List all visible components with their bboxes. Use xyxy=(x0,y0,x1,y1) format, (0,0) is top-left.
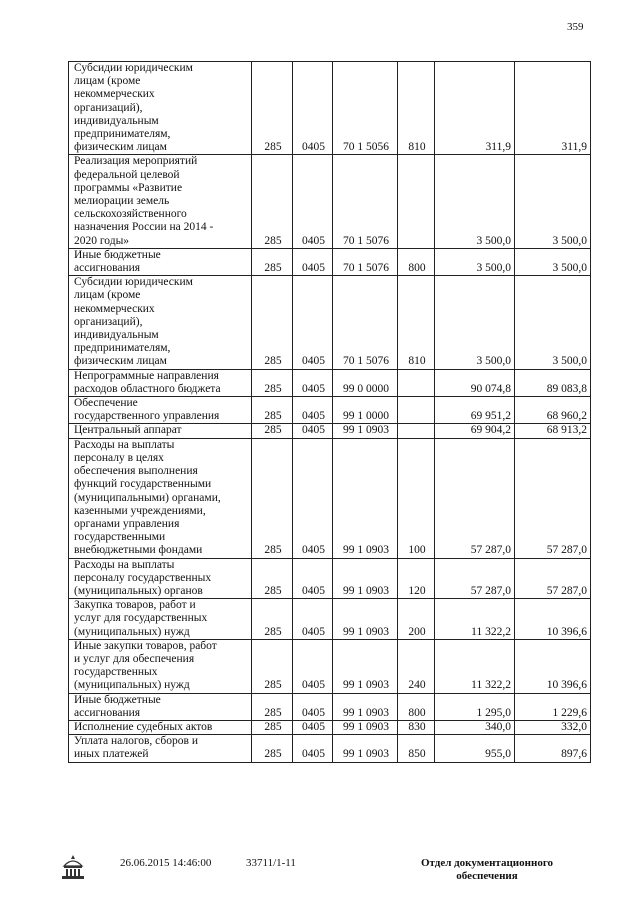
amount-year-1: 1 295,0 xyxy=(435,693,515,720)
ministry-code: 285 xyxy=(252,62,293,155)
table-row xyxy=(69,639,591,693)
expense-type-code xyxy=(398,369,435,396)
section-code: 0405 xyxy=(293,735,333,762)
duma-emblem-icon xyxy=(58,852,88,882)
table-row xyxy=(69,558,591,599)
amount-year-2: 3 500,0 xyxy=(515,155,591,248)
section-code: 0405 xyxy=(293,639,333,693)
article-code: 99 1 0903 xyxy=(333,438,398,558)
ministry-code: 285 xyxy=(252,558,293,599)
section-code: 0405 xyxy=(293,693,333,720)
article-code: 70 1 5076 xyxy=(333,248,398,275)
section-code: 0405 xyxy=(293,599,333,640)
amount-year-1: 955,0 xyxy=(435,735,515,762)
row-name: Закупка товаров, работ и услуг для государственных (муниципальных) нужд xyxy=(69,599,252,640)
table-row xyxy=(69,369,591,396)
ministry-code: 285 xyxy=(252,248,293,275)
expense-type-code: 120 xyxy=(398,558,435,599)
section-code: 0405 xyxy=(293,397,333,424)
section-code: 0405 xyxy=(293,720,333,734)
expense-type-code: 810 xyxy=(398,276,435,369)
amount-year-1: 3 500,0 xyxy=(435,155,515,248)
expense-type-code xyxy=(398,424,435,438)
table-row xyxy=(69,720,591,734)
article-code: 70 1 5076 xyxy=(333,276,398,369)
ministry-code: 285 xyxy=(252,438,293,558)
expense-type-code xyxy=(398,155,435,248)
amount-year-1: 69 951,2 xyxy=(435,397,515,424)
ministry-code: 285 xyxy=(252,693,293,720)
row-name: Расходы на выплаты персоналу государственных (муниципальных) органов xyxy=(69,558,252,599)
amount-year-1: 69 904,2 xyxy=(435,424,515,438)
row-name: Субсидии юридическим лицам (кроме некоммерческих организаций), индивидуальным предпринимателям, физическим лицам xyxy=(69,62,252,155)
row-name: Иные бюджетные ассигнования xyxy=(69,693,252,720)
expense-type-code: 800 xyxy=(398,248,435,275)
row-name: Иные бюджетные ассигнования xyxy=(69,248,252,275)
article-code: 99 1 0903 xyxy=(333,558,398,599)
section-code: 0405 xyxy=(293,62,333,155)
footer-department-line2: обеспечения xyxy=(456,870,518,882)
article-code: 70 1 5056 xyxy=(333,62,398,155)
amount-year-2: 10 396,6 xyxy=(515,639,591,693)
amount-year-1: 3 500,0 xyxy=(435,248,515,275)
table-row xyxy=(69,438,591,558)
row-name: Реализация мероприятий федеральной целевой программы «Развитие мелиорации земель сельскохозяйственного назначения России на 2014 - 2020 годы» xyxy=(69,155,252,248)
footer-department xyxy=(407,857,567,883)
row-name: Иные закупки товаров, работ и услуг для обеспечения государственных (муниципальных) нужд xyxy=(69,639,252,693)
section-code: 0405 xyxy=(293,438,333,558)
article-code: 99 0 0000 xyxy=(333,369,398,396)
amount-year-1: 340,0 xyxy=(435,720,515,734)
amount-year-2: 897,6 xyxy=(515,735,591,762)
expense-type-code: 240 xyxy=(398,639,435,693)
amount-year-2: 57 287,0 xyxy=(515,558,591,599)
ministry-code: 285 xyxy=(252,397,293,424)
row-name: Субсидии юридическим лицам (кроме некоммерческих организаций), индивидуальным предпринимателям, физическим лицам xyxy=(69,276,252,369)
article-code: 99 1 0000 xyxy=(333,397,398,424)
amount-year-1: 11 322,2 xyxy=(435,639,515,693)
ministry-code: 285 xyxy=(252,155,293,248)
ministry-code: 285 xyxy=(252,735,293,762)
page-number: 359 xyxy=(567,21,584,33)
amount-year-1: 90 074,8 xyxy=(435,369,515,396)
expense-type-code: 850 xyxy=(398,735,435,762)
footer-date: 26.06.2015 14:46:00 xyxy=(120,857,212,869)
ministry-code: 285 xyxy=(252,424,293,438)
row-name: Обеспечение государственного управления xyxy=(69,397,252,424)
section-code: 0405 xyxy=(293,369,333,396)
ministry-code: 285 xyxy=(252,639,293,693)
budget-table xyxy=(68,61,591,763)
footer-department-line1: Отдел документационного xyxy=(420,857,554,869)
budget-table-body xyxy=(69,62,591,763)
amount-year-1: 3 500,0 xyxy=(435,276,515,369)
expense-type-code: 200 xyxy=(398,599,435,640)
section-code: 0405 xyxy=(293,424,333,438)
amount-year-1: 311,9 xyxy=(435,62,515,155)
section-code: 0405 xyxy=(293,558,333,599)
row-name: Уплата налогов, сборов и иных платежей xyxy=(69,735,252,762)
row-name: Центральный аппарат xyxy=(69,424,252,438)
table-row xyxy=(69,276,591,369)
article-code: 99 1 0903 xyxy=(333,735,398,762)
section-code: 0405 xyxy=(293,276,333,369)
table-row xyxy=(69,62,591,155)
expense-type-code: 100 xyxy=(398,438,435,558)
amount-year-1: 57 287,0 xyxy=(435,438,515,558)
amount-year-2: 3 500,0 xyxy=(515,248,591,275)
ministry-code: 285 xyxy=(252,599,293,640)
row-name: Исполнение судебных актов xyxy=(69,720,252,734)
article-code: 99 1 0903 xyxy=(333,693,398,720)
amount-year-2: 3 500,0 xyxy=(515,276,591,369)
section-code: 0405 xyxy=(293,155,333,248)
amount-year-2: 311,9 xyxy=(515,62,591,155)
amount-year-2: 68 913,2 xyxy=(515,424,591,438)
expense-type-code xyxy=(398,397,435,424)
table-row xyxy=(69,735,591,762)
article-code: 99 1 0903 xyxy=(333,424,398,438)
row-name: Расходы на выплаты персоналу в целях обеспечения выполнения функций государственными (муниципальными) органами, казенными учреждениями, органами управления государственными внебюджетными фондами xyxy=(69,438,252,558)
footer-doc-number: 33711/1-11 xyxy=(246,857,296,869)
amount-year-2: 10 396,6 xyxy=(515,599,591,640)
amount-year-2: 57 287,0 xyxy=(515,438,591,558)
ministry-code: 285 xyxy=(252,276,293,369)
table-row xyxy=(69,693,591,720)
expense-type-code: 810 xyxy=(398,62,435,155)
article-code: 70 1 5076 xyxy=(333,155,398,248)
amount-year-1: 11 322,2 xyxy=(435,599,515,640)
section-code: 0405 xyxy=(293,248,333,275)
ministry-code: 285 xyxy=(252,720,293,734)
article-code: 99 1 0903 xyxy=(333,639,398,693)
article-code: 99 1 0903 xyxy=(333,599,398,640)
amount-year-2: 1 229,6 xyxy=(515,693,591,720)
amount-year-2: 68 960,2 xyxy=(515,397,591,424)
table-row xyxy=(69,155,591,248)
ministry-code: 285 xyxy=(252,369,293,396)
expense-type-code: 800 xyxy=(398,693,435,720)
amount-year-1: 57 287,0 xyxy=(435,558,515,599)
table-row xyxy=(69,599,591,640)
table-row xyxy=(69,397,591,424)
article-code: 99 1 0903 xyxy=(333,720,398,734)
expense-type-code: 830 xyxy=(398,720,435,734)
amount-year-2: 89 083,8 xyxy=(515,369,591,396)
row-name: Непрограммные направления расходов областного бюджета xyxy=(69,369,252,396)
table-row xyxy=(69,424,591,438)
table-row xyxy=(69,248,591,275)
amount-year-2: 332,0 xyxy=(515,720,591,734)
